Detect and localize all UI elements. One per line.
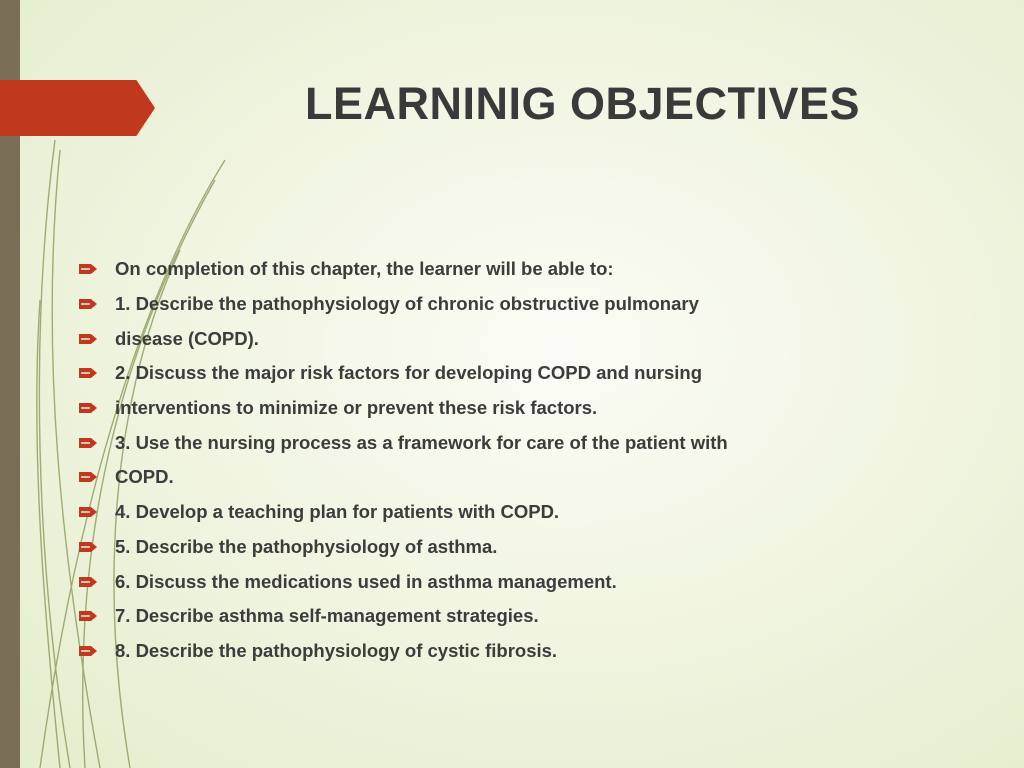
list-item-text: 7. Describe asthma self-management strategies. — [115, 605, 539, 627]
list-item — [78, 356, 978, 391]
list-item-text: 6. Discuss the medications used in asthma management. — [115, 570, 617, 592]
list-item-text: COPD. — [115, 466, 174, 488]
pen-nib-icon — [78, 401, 100, 415]
list-item-text: 8. Describe the pathophysiology of cystic fibrosis. — [115, 639, 558, 661]
slide-title: LEARNINIG OBJECTIVES — [305, 78, 861, 129]
pen-nib-icon — [78, 505, 100, 519]
pen-nib-icon — [78, 470, 100, 484]
list-item — [78, 321, 978, 356]
pen-nib-icon — [78, 436, 100, 450]
title-accent-arrow — [0, 80, 155, 136]
list-item — [78, 287, 978, 322]
list-item-text: 4. Develop a teaching plan for patients with COPD. — [115, 501, 560, 523]
objectives-list — [78, 252, 978, 668]
list-item — [78, 599, 978, 634]
list-item-text: disease (COPD). — [115, 327, 259, 349]
list-item-text: 1. Describe the pathophysiology of chronic obstructive pulmonary — [115, 293, 699, 315]
pen-nib-icon — [78, 540, 100, 554]
pen-nib-icon — [78, 332, 100, 346]
pen-nib-icon — [78, 609, 100, 623]
list-item-text: 3. Use the nursing process as a framework for care of the patient with — [115, 431, 728, 453]
pen-nib-icon — [78, 262, 100, 276]
list-item — [78, 391, 978, 426]
list-item — [78, 425, 978, 460]
list-item — [78, 460, 978, 495]
list-item — [78, 530, 978, 565]
list-item-text: 5. Describe the pathophysiology of asthma. — [115, 535, 498, 557]
list-item — [78, 495, 978, 530]
list-item-text: On completion of this chapter, the learner will be able to: — [115, 258, 614, 280]
list-item — [78, 564, 978, 599]
pen-nib-icon — [78, 297, 100, 311]
list-item — [78, 252, 978, 287]
pen-nib-icon — [78, 644, 100, 658]
pen-nib-icon — [78, 575, 100, 589]
list-item — [78, 634, 978, 669]
pen-nib-icon — [78, 366, 100, 380]
list-item-text: 2. Discuss the major risk factors for developing COPD and nursing — [115, 362, 702, 384]
list-item-text: interventions to minimize or prevent these risk factors. — [115, 397, 598, 419]
